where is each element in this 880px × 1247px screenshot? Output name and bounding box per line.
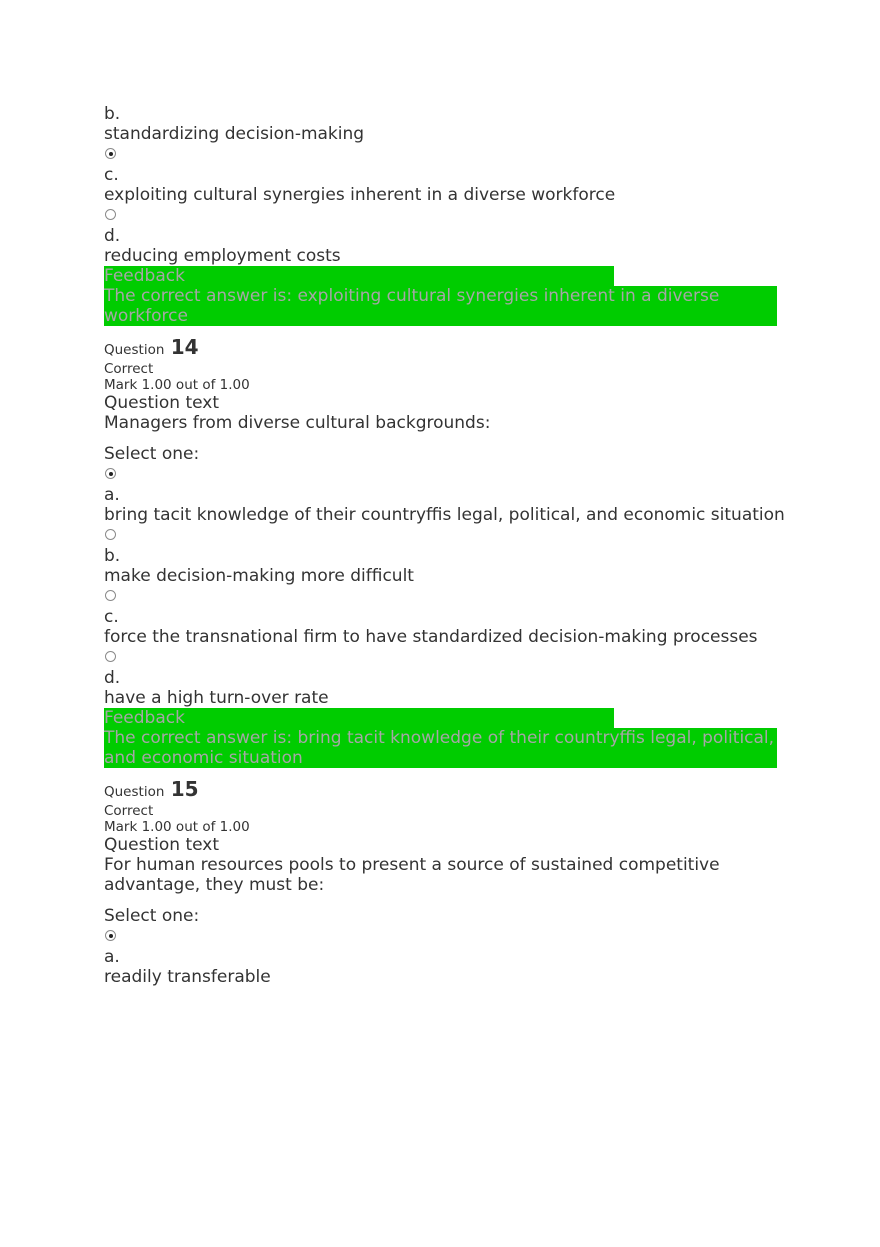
option-text: readily transferable bbox=[104, 967, 271, 987]
q13-option-d bbox=[104, 226, 794, 266]
option-letter: a. bbox=[104, 947, 120, 967]
feedback-label: Feedback bbox=[104, 266, 614, 286]
question-mark: Mark 1.00 out of 1.00 bbox=[104, 819, 250, 835]
option-text: reducing employment costs bbox=[104, 246, 341, 266]
radio-button-checked[interactable] bbox=[105, 148, 116, 159]
quiz-review-page bbox=[104, 104, 794, 987]
q14-option-a bbox=[104, 485, 794, 525]
question-header bbox=[104, 336, 794, 361]
option-text: make decision-making more difﬁcult bbox=[104, 566, 414, 586]
radio-button[interactable] bbox=[105, 590, 116, 601]
feedback-text: The correct answer is: bring tacit knowledge of their countryﬃs legal, political, and economic situation bbox=[104, 728, 777, 768]
radio-button-checked[interactable] bbox=[105, 930, 116, 941]
radio-button-checked[interactable] bbox=[105, 468, 116, 479]
question-number: 15 bbox=[170, 777, 199, 801]
question-label: Question bbox=[104, 342, 165, 358]
option-letter: d. bbox=[104, 668, 121, 688]
question-text-label: Question text bbox=[104, 393, 219, 413]
question-number: 14 bbox=[170, 335, 199, 359]
option-text: have a high turn-over rate bbox=[104, 688, 329, 708]
question-mark: Mark 1.00 out of 1.00 bbox=[104, 377, 250, 393]
question-status: Correct bbox=[104, 803, 154, 819]
question-label: Question bbox=[104, 784, 165, 800]
option-letter: b. bbox=[104, 546, 121, 566]
q15-option-a bbox=[104, 947, 794, 987]
question-prompt: Managers from diverse cultural backgrounds: bbox=[104, 413, 491, 433]
q14-feedback bbox=[104, 708, 794, 768]
select-one-label: Select one: bbox=[104, 906, 200, 926]
question-prompt: For human resources pools to present a source of sustained competitive advantage, they must be: bbox=[104, 855, 720, 895]
option-text: force the transnational firm to have standardized decision-making processes bbox=[104, 627, 758, 647]
option-text: bring tacit knowledge of their countryﬃs legal, political, and economic situation bbox=[104, 505, 785, 525]
q13-option-b bbox=[104, 104, 794, 144]
q13-option-c bbox=[104, 165, 794, 205]
question-status: Correct bbox=[104, 361, 154, 377]
radio-button[interactable] bbox=[105, 529, 116, 540]
radio-button[interactable] bbox=[105, 651, 116, 662]
question-text-label: Question text bbox=[104, 835, 219, 855]
q14-option-b bbox=[104, 546, 794, 586]
feedback-label: Feedback bbox=[104, 708, 614, 728]
q13-feedback bbox=[104, 266, 794, 326]
option-letter: b. bbox=[104, 104, 121, 124]
question-header bbox=[104, 778, 794, 803]
q14-option-c bbox=[104, 607, 794, 647]
feedback-text: The correct answer is: exploiting cultural synergies inherent in a diverse workforce bbox=[104, 286, 777, 326]
option-letter: a. bbox=[104, 485, 120, 505]
radio-button[interactable] bbox=[105, 209, 116, 220]
option-text: standardizing decision-making bbox=[104, 124, 365, 144]
option-letter: d. bbox=[104, 226, 121, 246]
option-text: exploiting cultural synergies inherent in a diverse workforce bbox=[104, 185, 616, 205]
option-letter: c. bbox=[104, 165, 119, 185]
select-one-label: Select one: bbox=[104, 444, 200, 464]
option-letter: c. bbox=[104, 607, 119, 627]
q14-option-d bbox=[104, 668, 794, 708]
